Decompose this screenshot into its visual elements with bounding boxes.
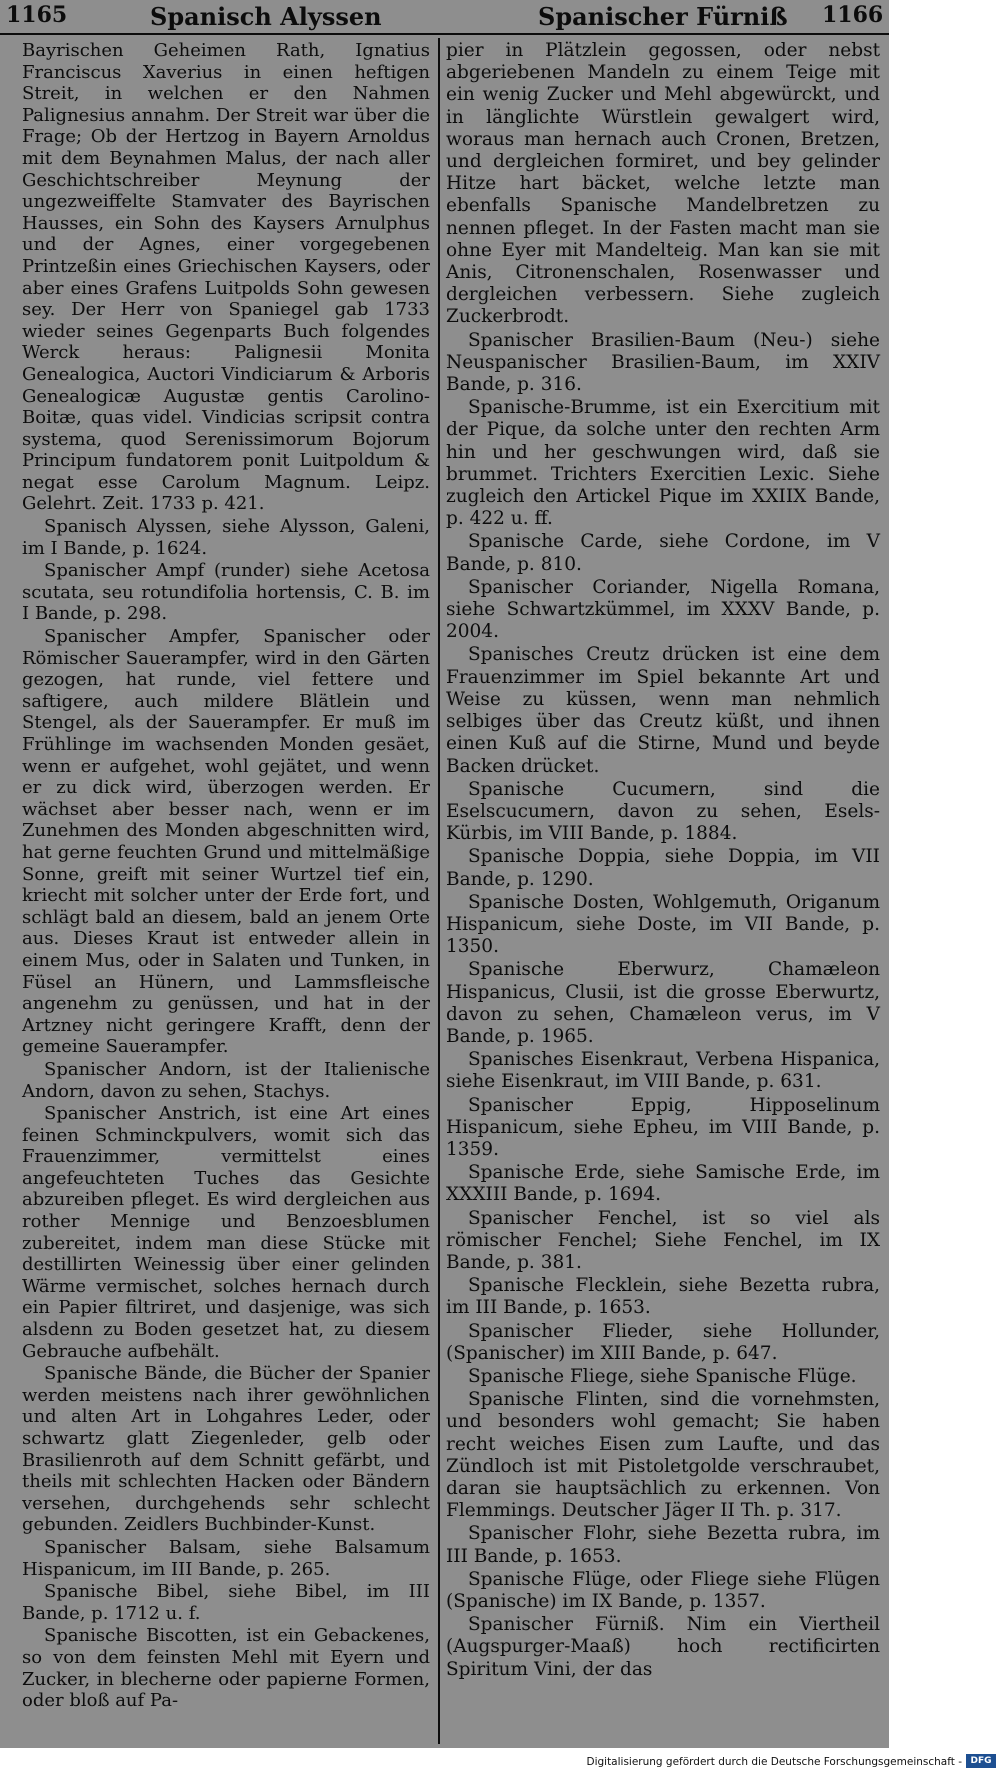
dfg-logo-icon: DFG xyxy=(966,1754,996,1768)
dictionary-entry: Spanische Eberwurz, Chamæleon Hispanicus, Clusii, ist die grosse Eberwurtz, davon zu sehen, Chamæleon verus, im V Bande, p. 1965. xyxy=(446,959,880,1047)
dictionary-entry: Spanischer Flohr, siehe Bezetta rubra, im III Bande, p. 1653. xyxy=(446,1523,880,1567)
running-head-right: Spanischer Fürniß xyxy=(538,2,788,31)
dictionary-entry: Spanische Biscotten, ist ein Gebackenes, so von dem feinsten Mehl mit Eyern und Zucker, in blecherne oder papierne Formen, oder bloß auf Pa- xyxy=(22,1625,430,1712)
dictionary-entry: Spanische-Brumme, ist ein Exercitium mit der Pique, da solche unter den rechten Arm hin und her geschwungen wird, daß sie brummet. Trichters Exercitien Lexic. Siehe zugleich den Artickel Pique im XXIIX Bande, p. 422 u. ff. xyxy=(446,397,880,530)
entry-continuation: pier in Plätzlein gegossen, oder nebst abgeriebenen Mandeln zu einem Teige mit ein wenig Zucker und Mehl abgewürckt, und in länglichte Würstlein gewalgert wird, woraus man hernach auch Cronen, Bretzen, und dergleichen formiret, und bey gelinder Hitze hart bäcket, welche letzte man ebenfalls Spanische Mandelbretzen zu nennen pfleget. In der Fasten macht man sie ohne Eyer mit Mandelteig. Man kan sie mit Anis, Citronenschalen, Rosenwasser und dergleichen verbessern. Siehe zugleich Zuckerbrodt. xyxy=(446,40,880,328)
running-head-left: Spanisch Alyssen xyxy=(150,2,382,31)
dictionary-entry: Spanischer Eppig, Hipposelinum Hispanicum, siehe Epheu, im VIII Bande, p. 1359. xyxy=(446,1094,880,1160)
dictionary-entry: Spanische Erde, siehe Samische Erde, im XXXIII Bande, p. 1694. xyxy=(446,1162,880,1206)
dictionary-entry: Spanischer Fürniß. Nim ein Viertheil (Augspurger-Maaß) hoch rectificirten Spiritum Vini, der das xyxy=(446,1614,880,1680)
dictionary-entry: Spanische Doppia, siehe Doppia, im VII Bande, p. 1290. xyxy=(446,846,880,890)
column-divider xyxy=(438,38,440,1744)
dictionary-entry: Spanische Fliege, siehe Spanische Flüge. xyxy=(468,1365,857,1387)
dictionary-entry: Spanischer Flieder, siehe Hollunder, (Spanischer) im XIII Bande, p. 647. xyxy=(446,1320,880,1364)
dictionary-entry: Spanischer Andorn, ist der Italienische Andorn, davon zu sehen, Stachys. xyxy=(22,1058,430,1102)
dictionary-entry: Spanischer Balsam, siehe Balsamum Hispanicum, im III Bande, p. 265. xyxy=(22,1536,430,1580)
dictionary-entry: Spanischer Brasilien-Baum (Neu-) siehe Neuspanischer Brasilien-Baum, im XXIV Bande, p. 316. xyxy=(446,329,880,396)
dictionary-entry: Spanische Cucumern, sind die Eselscucumern, davon zu sehen, Esels-Kürbis, im VIII Bande, p. 1884. xyxy=(446,778,880,845)
dictionary-entry: Spanische Bände, die Bücher der Spanier werden meistens nach ihrer gewöhnlichen und alten Art in Lohgahres Leder, oder schwartz glatt Ziegenleder, gelb oder Brasilienroth auf dem Schnitt gefärbt, und theils mit schlechten Hacken oder Bändern versehen, durchgehends sehr schlecht gebunden. Zeidlers Buchbinder-Kunst. xyxy=(22,1363,430,1536)
page-number-right: 1166 xyxy=(822,2,884,28)
page-number-left: 1165 xyxy=(6,2,68,28)
dictionary-entry: Spanische Carde, siehe Cordone, im V Bande, p. 810. xyxy=(446,531,880,575)
dictionary-entry: Spanische Bibel, siehe Bibel, im III Bande, p. 1712 u. f. xyxy=(22,1581,430,1624)
dictionary-entry: Spanisch Alyssen, siehe Alysson, Galeni, im I Bande, p. 1624. xyxy=(22,516,430,559)
footer-credit: Digitalisierung gefördert durch die Deutsche Forschungsgemeinschaft - xyxy=(586,1756,962,1768)
dictionary-entry: Spanisches Eisenkraut, Verbena Hispanica, siehe Eisenkraut, im VIII Bande, p. 631. xyxy=(446,1049,880,1093)
dictionary-entry: Spanischer Fenchel, ist so viel als römischer Fenchel; Siehe Fenchel, im IX Bande, p. 381. xyxy=(446,1207,880,1273)
dictionary-entry: Spanischer Ampf (runder) siehe Acetosa scutata, seu rotundifolia hortensis, C. B. im I Bande, p. 298. xyxy=(22,560,430,625)
dictionary-entry: Spanische Dosten, Wohlgemuth, Origanum Hispanicum, siehe Doste, im VII Bande, p. 1350. xyxy=(446,891,880,958)
dictionary-entry: Spanischer Anstrich, ist eine Art eines feinen Schminckpulvers, womit sich das Frauenzimmer, vermittelst eines angefeuchteten Tuches das Gesichte abzureiben pfleget. Es wird dergleichen aus rother Mennige und Benzoesblumen zubereitet, indem man diese Stücke mit destillirten Weinessig über einer gelinden Wärme vermischet, solches hernach durch ein Papier filtriret, und dasjenige, was sich alsdenn zu Boden gesetzet hat, zu diesem Gebrauche aufbehält. xyxy=(22,1103,430,1362)
dictionary-entry: Spanische Flüge, oder Fliege siehe Flügen (Spanische) im IX Bande, p. 1357. xyxy=(446,1568,880,1613)
dictionary-entry: Spanische Flecklein, siehe Bezetta rubra, im III Bande, p. 1653. xyxy=(446,1275,880,1319)
dictionary-entry: Spanisches Creutz drücken ist eine dem Frauenzimmer im Spiel bekannte Art und Weise zu küssen, wenn man nehmlich selbiges über das Creutz küßt, und ihnen einen Kuß auf die Stirne, Mund und beyde Backen drücket. xyxy=(446,644,880,777)
dictionary-entry: Spanische Flinten, sind die vornehmsten, und besonders wohl gemacht; Sie haben recht weiches Eisen zum Laufte, und das Zündloch ist mit Pistoletgolde verschraubet, daran sie hauptsächlich zu erkennen. Von Flemmings. Deutscher Jäger II Th. p. 317. xyxy=(446,1389,880,1522)
left-column xyxy=(22,40,430,1712)
header-rule xyxy=(0,33,889,35)
dictionary-entry: Spanischer Coriander, Nigella Romana, siehe Schwartzkümmel, im XXXV Bande, p. 2004. xyxy=(446,576,880,643)
right-column xyxy=(446,40,880,1681)
dictionary-entry: Spanischer Ampfer, Spanischer oder Römischer Sauerampfer, wird in den Gärten gezogen, hat runde, viel fettere und saftigere, auch mildere Blätlein und Stengel, als der Sauerampfer. Er muß im Frühlinge im wachsenden Monden gesäet, wenn er aufgehet, wohl gejätet, und wenn er zu dick wird, überzogen werden. Er wächset aber besser nach, wenn er im Zunehmen des Monden abgeschnitten wird, hat gerne feuchten Grund und mittelmäßige Sonne, greift mit seiner Wurtzel tief ein, kriecht mit solcher unter der Erde fort, und schlägt bald an diesem, bald an jenem Orte aus. Dieses Kraut ist entweder allein in einem Mus, oder in Salaten und Tunken, in Füsel an Hünern, und Lammsfleische angenehm zu genüssen, und hat in der Artzney nicht geringere Krafft, denn der gemeine Sauerampfer. xyxy=(22,626,430,1058)
entry-continuation: Bayrischen Geheimen Rath, Ignatius Franciscus Xaverius in einen heftigen Streit, in welchen er den Nahmen Palignesius annahm. Der Streit war über die Frage; Ob der Hertzog in Bayern Arnoldus mit dem Beynahmen Malus, der nach aller Geschichtschreiber Meynung der ungezweiffelte Stamvater des Bayrischen Hausses, ein Sohn des Kaysers Arnulphus und der Agnes, einer vorgegebenen Printzeßin eines Griechischen Kaysers, oder aber eines Grafens Luitpolds Sohn gewesen sey. Der Herr von Spaniegel gab 1733 wieder seines Gegenparts Buch folgendes Werck heraus: Palignesii Monita Genealogica, Auctori Vindiciarum & Arboris Genealogicæ Augustæ gentis Carolino-Boitæ, quas videl. Vindicias scripsit contra systema, quod Serenissimorum Bojorum Principum fundatorem ponit Luitpoldum & negat esse Carolum Magnum. Leipz. Gelehrt. Zeit. 1733 p. 421. xyxy=(22,40,430,515)
